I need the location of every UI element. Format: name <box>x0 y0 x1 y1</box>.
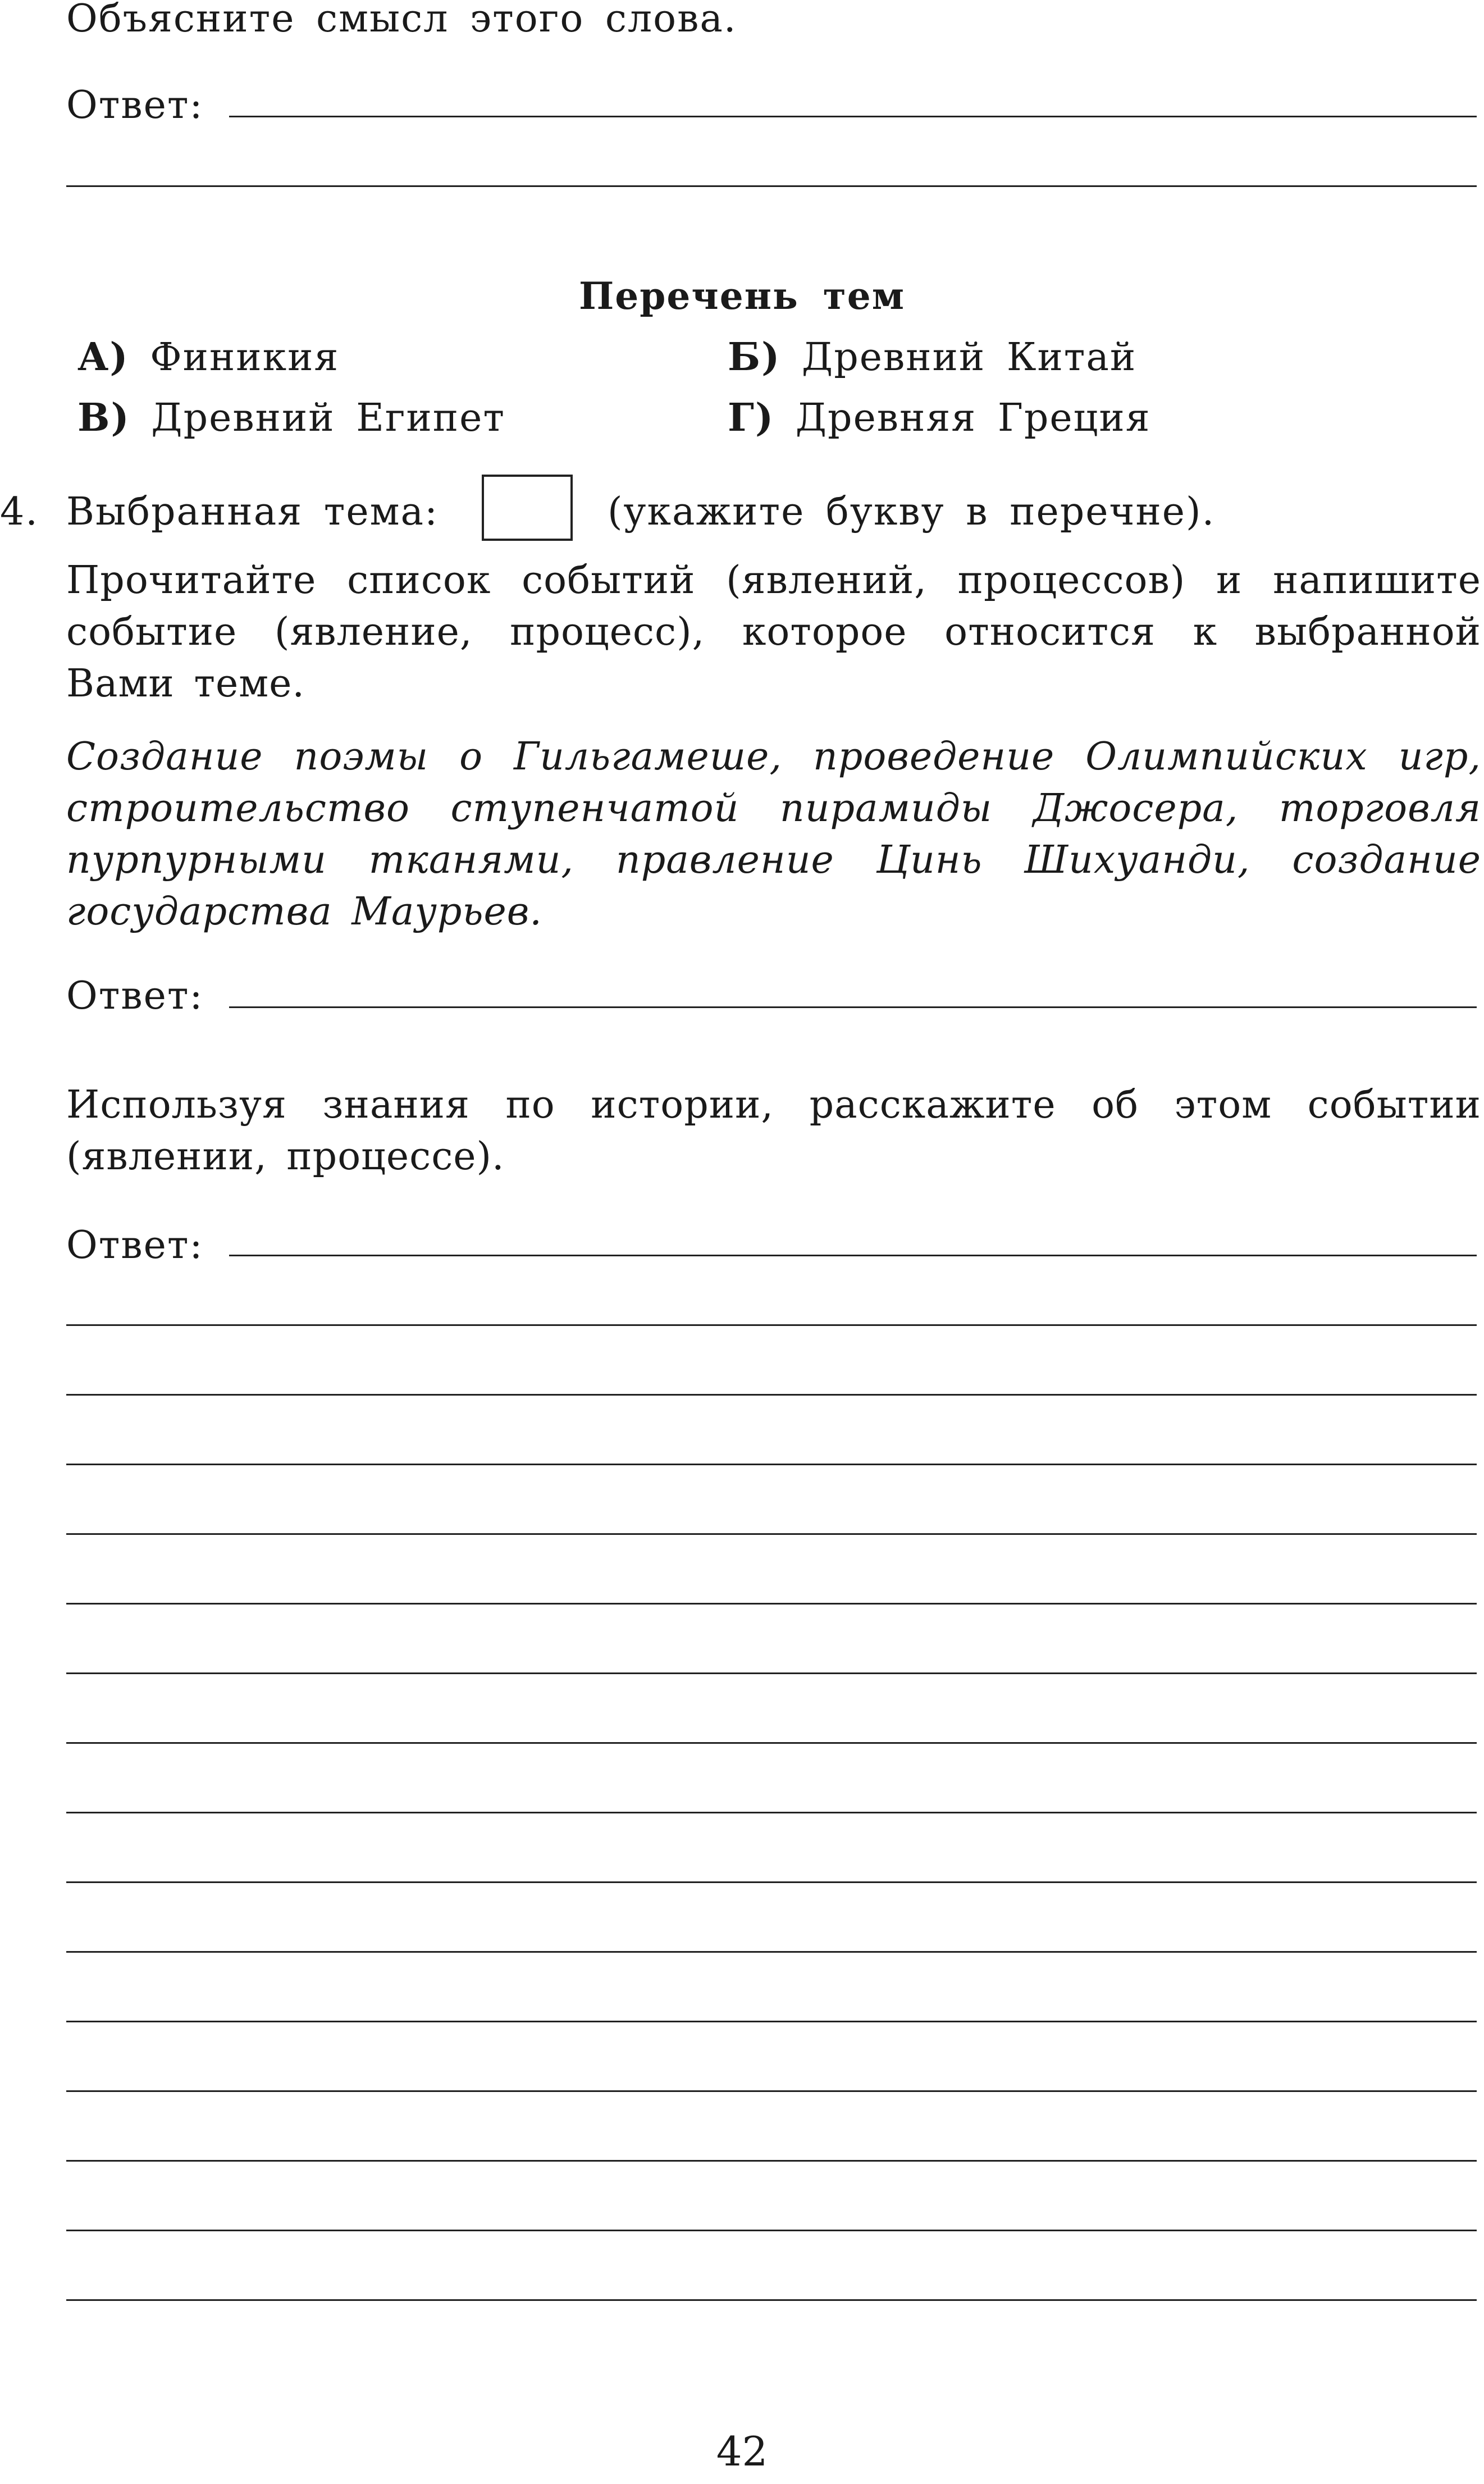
page-number: 42 <box>716 2428 768 2475</box>
topic-a-letter: А) <box>77 335 129 380</box>
answer-label-3: Ответ: <box>66 1223 204 1268</box>
task-instruction: Прочитайте список событий (явлений, процессов) и напишите событие (явление, процесс), которое относится к выбранной Вами теме. <box>66 558 1481 706</box>
explain-instruction: Объясните смысл этого слова. <box>66 0 737 41</box>
ruled-line[interactable] <box>66 1951 1477 1953</box>
ruled-line[interactable] <box>66 1464 1477 1465</box>
story-instruction: Используя знания по истории, расскажите об этом событии (явлении, процессе). <box>66 1083 1481 1179</box>
topic-c <box>77 392 505 444</box>
answer-line-1b[interactable] <box>66 185 1477 187</box>
answer-label-2: Ответ: <box>66 974 204 1018</box>
topic-c-letter: В) <box>77 395 130 440</box>
ruled-line[interactable] <box>66 2090 1477 2092</box>
ruled-line[interactable] <box>66 1533 1477 1535</box>
topic-b-name: Древний Китай <box>801 335 1137 380</box>
ruled-line[interactable] <box>66 2299 1477 2301</box>
ruled-line[interactable] <box>66 1881 1477 1883</box>
topic-d-letter: Г) <box>728 395 775 440</box>
topic-d <box>728 392 1151 444</box>
ruled-line[interactable] <box>66 1742 1477 1744</box>
events-list: Создание поэмы о Гильгамеше, проведение Олимпийских игр, строительство ступенчатой пирамиды Джосера, торговля пурпурными тканями, правление Цинь Шихуанди, создание государства Маурьев. <box>66 735 1481 934</box>
topic-b-letter: Б) <box>728 335 781 380</box>
ruled-line[interactable] <box>66 1394 1477 1396</box>
chosen-topic-box[interactable] <box>482 475 573 541</box>
topic-b <box>728 331 1136 384</box>
topics-heading: Перечень тем <box>578 274 906 318</box>
task-number: 4. <box>0 490 39 534</box>
topic-a <box>77 331 339 384</box>
ruled-line[interactable] <box>66 1324 1477 1326</box>
answer-line-3[interactable] <box>229 1255 1477 1256</box>
answer-line-2[interactable] <box>229 1006 1477 1008</box>
ruled-line[interactable] <box>66 2230 1477 2231</box>
ruled-line[interactable] <box>66 1603 1477 1605</box>
topic-a-name: Финикия <box>150 335 340 380</box>
ruled-line[interactable] <box>66 2160 1477 2162</box>
chosen-topic-hint: (укажите букву в перечне). <box>608 490 1216 534</box>
ruled-line[interactable] <box>66 1672 1477 1674</box>
answer-label-1: Ответ: <box>66 83 204 127</box>
topic-c-name: Древний Египет <box>151 396 505 440</box>
answer-line-1[interactable] <box>229 116 1477 117</box>
chosen-topic-label: Выбранная тема: <box>66 490 439 534</box>
ruled-line[interactable] <box>66 2021 1477 2022</box>
ruled-line[interactable] <box>66 1812 1477 1813</box>
topic-d-name: Древняя Греция <box>795 396 1151 440</box>
